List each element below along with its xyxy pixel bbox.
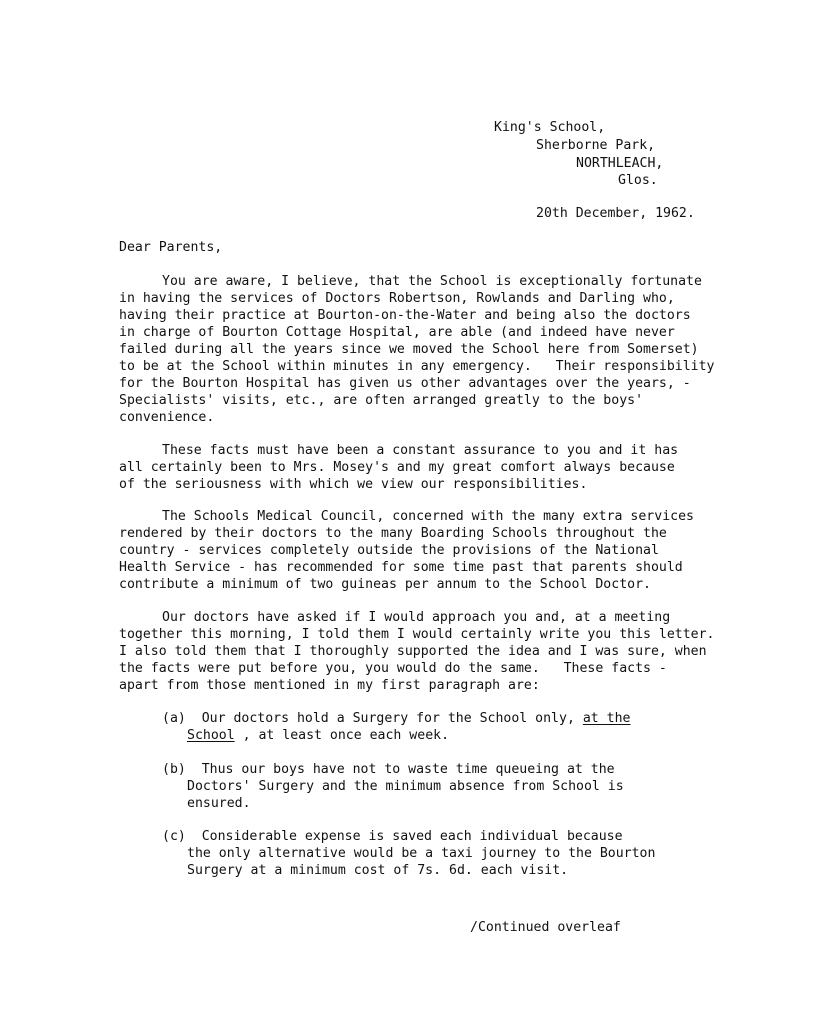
underlined-text: at the	[582, 711, 631, 726]
list-marker: (a)	[162, 711, 186, 726]
list-item-c	[162, 829, 623, 846]
paragraph-3-line: The Schools Medical Council, concerned with the many extra services	[162, 509, 694, 524]
paragraph-3-line: Health Service - has recommended for some time past that parents should	[119, 560, 683, 575]
underlined-text: School	[187, 728, 235, 743]
list-item-text: Considerable expense is saved each individual because	[201, 829, 623, 844]
paragraph-1-line: in having the services of Doctors Robertson, Rowlands and Darling who,	[119, 291, 675, 306]
paragraph-3-line: contribute a minimum of two guineas per annum to the School Doctor.	[119, 577, 651, 592]
list-item-text: Thus our boys have not to waste time queueing at the	[201, 762, 615, 777]
continued-overleaf: /Continued overleaf	[470, 920, 621, 935]
paragraph-1-line: Specialists' visits, etc., are often arranged greatly to the boys'	[119, 393, 644, 408]
list-item-b	[162, 762, 615, 779]
list-item-a	[162, 711, 630, 728]
list-marker: (b)	[162, 762, 186, 777]
paragraph-1-line: having their practice at Bourton-on-the-Water and being also the doctors	[119, 308, 691, 323]
paragraph-4-line: Our doctors have asked if I would approach you and, at a meeting	[162, 610, 671, 625]
list-item-text: ensured.	[187, 796, 251, 811]
list-item-text: the only alternative would be a taxi journey to the Bourton	[187, 846, 656, 861]
paragraph-3-line: rendered by their doctors to the many Boarding Schools throughout the	[119, 526, 667, 541]
list-item-text: Doctors' Surgery and the minimum absence from School is	[187, 779, 624, 794]
salutation: Dear Parents,	[119, 240, 223, 255]
list-marker: (c)	[162, 829, 186, 844]
list-item-text: Our doctors hold a Surgery for the School only,	[201, 711, 575, 726]
paragraph-4-line: I also told them that I thoroughly supported the idea and I was sure, when	[119, 644, 707, 659]
paragraph-4-line: the facts were put before you, you would do the same. These facts -	[119, 661, 667, 676]
address-line-3: NORTHLEACH,	[576, 156, 664, 171]
paragraph-1-line: failed during all the years since we moved the School here from Somerset)	[119, 342, 699, 357]
list-item-text: , at least once each week.	[234, 728, 450, 743]
paragraph-2-line: of the seriousness with which we view our responsibilities.	[119, 477, 588, 492]
list-item-a-continued	[187, 728, 449, 745]
paragraph-4-line: together this morning, I told them I would certainly write you this letter.	[119, 627, 715, 642]
paragraph-1-line: convenience.	[119, 410, 215, 425]
address-line-4: Glos.	[618, 173, 658, 188]
address-line-1: King's School,	[494, 120, 606, 135]
paragraph-1-line: to be at the School within minutes in any emergency. Their responsibility	[119, 359, 715, 374]
paragraph-3-line: country - services completely outside the provisions of the National	[119, 543, 659, 558]
paragraph-1-line: You are aware, I believe, that the School is exceptionally fortunate	[162, 274, 702, 289]
paragraph-2-line: These facts must have been a constant assurance to you and it has	[162, 443, 679, 458]
list-item-text: Surgery at a minimum cost of 7s. 6d. each visit.	[187, 863, 569, 878]
address-line-2: Sherborne Park,	[536, 138, 656, 153]
paragraph-1-line: in charge of Bourton Cottage Hospital, are able (and indeed have never	[119, 325, 675, 340]
paragraph-1-line: for the Bourton Hospital has given us other advantages over the years, -	[119, 376, 691, 391]
paragraph-4-line: apart from those mentioned in my first paragraph are:	[119, 678, 540, 693]
paragraph-2-line: all certainly been to Mrs. Mosey's and my great comfort always because	[119, 460, 675, 475]
letter-date: 20th December, 1962.	[536, 206, 695, 221]
